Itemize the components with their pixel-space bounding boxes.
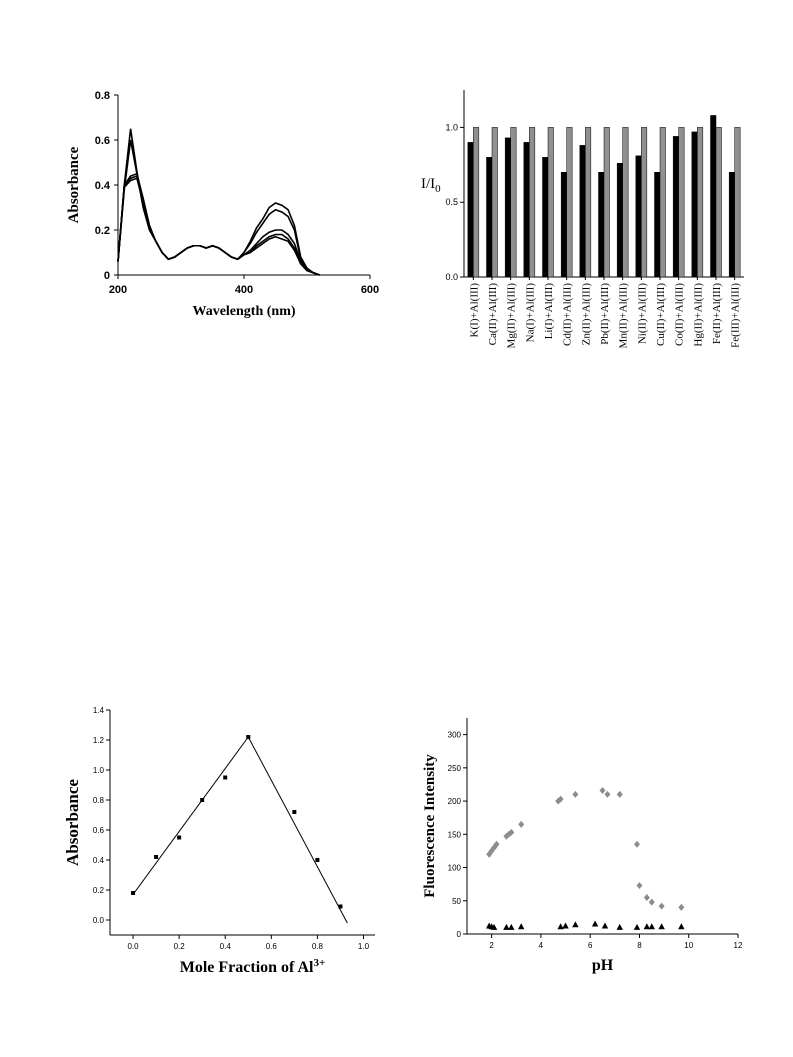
fit-line xyxy=(248,737,347,923)
triangle-data-point xyxy=(617,924,623,930)
x-tick-label: 12 xyxy=(733,941,743,950)
triangle-data-point xyxy=(649,923,655,929)
y-tick-label: 0.8 xyxy=(92,796,104,805)
x-axis-label: pH xyxy=(591,957,614,974)
x-tick-label: 400 xyxy=(234,284,254,296)
data-point xyxy=(177,836,181,840)
category-label: Li(I)+Al(III) xyxy=(543,283,555,340)
x-axis-label xyxy=(180,957,326,976)
y-tick-label: 150 xyxy=(447,830,461,840)
triangle-data-point xyxy=(602,923,608,929)
y-axis-label: Absorbance xyxy=(66,146,82,224)
y-tick-label: 0 xyxy=(456,930,461,939)
category-label: Fe(II)+Al(III) xyxy=(711,283,723,345)
x-tick-label: 200 xyxy=(108,284,128,296)
diamond-data-point xyxy=(644,894,650,901)
bar-reference xyxy=(567,127,573,277)
y-axis-label: Fluorescence Intensity xyxy=(422,754,438,898)
y-tick-label: 0.0 xyxy=(445,272,458,282)
bar-with-ion xyxy=(487,157,493,277)
y-tick-label: 0.8 xyxy=(94,90,110,102)
bar-reference xyxy=(473,127,479,277)
diamond-data-point xyxy=(634,841,640,848)
bar-reference xyxy=(679,127,685,277)
y-tick-label: 200 xyxy=(447,797,461,807)
x-tick-label: 8 xyxy=(637,941,642,950)
x-tick-label: 0.4 xyxy=(219,942,231,951)
bar-with-ion xyxy=(636,156,642,277)
bar-with-ion xyxy=(543,157,549,277)
diamond-data-point xyxy=(636,882,642,889)
uv-vis-absorbance-chart xyxy=(66,90,379,319)
bar-with-ion xyxy=(617,163,623,277)
bar-reference xyxy=(641,127,647,277)
y-tick-label: 0.4 xyxy=(92,856,104,865)
diamond-data-point xyxy=(600,787,606,794)
x-tick-label: 0.0 xyxy=(127,942,139,951)
bar-reference xyxy=(529,127,535,277)
y-tick-label: 100 xyxy=(447,863,461,873)
category-label: Mg(II)+Al(III) xyxy=(505,283,518,349)
x-tick-label: 10 xyxy=(684,941,694,950)
x-tick-label: 0.6 xyxy=(265,942,277,951)
category-label: Cd(II)+Al(III) xyxy=(561,283,574,347)
y-tick-label: 1.4 xyxy=(92,706,104,715)
bar-reference xyxy=(511,127,516,277)
y-tick-label: 250 xyxy=(447,763,461,773)
y-tick-label: 0.6 xyxy=(92,826,104,835)
bar-reference xyxy=(697,127,703,277)
fit-line xyxy=(133,737,248,895)
x-axis-label-superscript: 3+ xyxy=(313,957,326,969)
data-point xyxy=(246,735,250,739)
y-tick-label: 0.2 xyxy=(94,225,110,237)
data-point xyxy=(154,855,158,859)
diamond-data-point xyxy=(518,821,524,828)
y-axis-label: Absorbance xyxy=(63,779,82,866)
job-plot-chart xyxy=(63,706,375,976)
category-label: Co(II)+Al(III) xyxy=(673,283,686,347)
triangle-data-point xyxy=(634,924,640,930)
bar-reference xyxy=(492,127,498,277)
x-axis-label: Wavelength (nm) xyxy=(192,304,296,319)
y-tick-label: 0.2 xyxy=(92,886,104,895)
data-point xyxy=(223,776,227,780)
bar-with-ion xyxy=(580,145,586,277)
bar-reference xyxy=(660,127,666,277)
data-point xyxy=(292,810,296,814)
bar-reference xyxy=(623,127,629,277)
bar-with-ion xyxy=(711,115,717,277)
diamond-data-point xyxy=(617,791,623,798)
y-tick-label: 300 xyxy=(447,730,461,740)
spectrum-line xyxy=(118,140,320,275)
x-tick-label: 1.0 xyxy=(357,942,370,951)
category-label: Cu(II)+Al(III) xyxy=(655,283,667,347)
bar-with-ion xyxy=(729,172,735,277)
x-tick-label: 2 xyxy=(489,941,494,950)
triangle-data-point xyxy=(592,921,598,927)
category-label: Mn(II)+Al(III) xyxy=(617,283,630,349)
triangle-data-point xyxy=(658,923,664,929)
bar-reference xyxy=(604,127,610,277)
ph-fluorescence-chart xyxy=(422,718,743,974)
x-tick-label: 600 xyxy=(360,284,380,296)
y-tick-label: 1.0 xyxy=(445,122,458,133)
triangle-data-point xyxy=(518,923,524,929)
y-axis-label xyxy=(421,176,441,195)
y-tick-label: 0.6 xyxy=(94,135,110,147)
x-tick-label: 4 xyxy=(538,941,544,950)
y-tick-label: 0 xyxy=(103,270,110,282)
data-point xyxy=(200,798,204,802)
y-tick-label: 0.0 xyxy=(92,916,104,925)
y-tick-label: 0.4 xyxy=(94,180,110,192)
y-axis-label-main: I/I xyxy=(421,176,436,192)
bar-with-ion xyxy=(524,142,530,277)
bar-with-ion xyxy=(599,172,605,277)
bar-with-ion xyxy=(692,132,698,277)
bar-with-ion xyxy=(655,172,661,277)
x-axis-label-main: Mole Fraction of Al xyxy=(179,959,314,976)
category-label: K(I)+Al(III) xyxy=(468,283,481,338)
bar-with-ion xyxy=(561,172,567,277)
triangle-data-point xyxy=(508,924,514,930)
spectrum-line xyxy=(118,129,320,275)
bar-with-ion xyxy=(673,136,679,277)
bar-reference xyxy=(716,127,722,277)
data-point xyxy=(131,891,135,895)
bar-reference xyxy=(735,127,741,277)
x-tick-label: 0.8 xyxy=(311,942,323,951)
diamond-data-point xyxy=(678,904,684,911)
diamond-data-point xyxy=(572,791,578,798)
category-label: Hg(II)+Al(III) xyxy=(692,283,705,347)
y-tick-label: 1.2 xyxy=(92,736,104,745)
diamond-data-point xyxy=(604,791,610,798)
diamond-data-point xyxy=(659,903,665,910)
triangle-data-point xyxy=(562,923,568,929)
category-label: Zn(II)+Al(III) xyxy=(580,283,593,346)
selectivity-bar-chart xyxy=(421,90,744,348)
category-label: Pb(II)+Al(III) xyxy=(599,283,611,345)
diamond-data-point xyxy=(649,899,655,906)
bar-reference xyxy=(548,127,554,277)
bar-with-ion xyxy=(505,138,511,277)
data-point xyxy=(315,858,319,862)
y-tick-label: 50 xyxy=(452,896,461,906)
category-label: Fe(III)+Al(III) xyxy=(729,283,742,348)
x-tick-label: 6 xyxy=(587,941,593,950)
y-tick-label: 1.0 xyxy=(92,766,104,775)
category-label: Ni(II)+Al(III) xyxy=(636,283,649,345)
bar-with-ion xyxy=(468,142,474,277)
category-label: Na(I)+Al(III) xyxy=(524,283,537,343)
data-point xyxy=(338,905,342,909)
y-axis-label-subscript: 0 xyxy=(435,183,441,195)
triangle-data-point xyxy=(678,923,684,929)
bar-reference xyxy=(585,127,591,277)
y-tick-label: 0.5 xyxy=(445,197,458,208)
triangle-data-point xyxy=(572,921,578,927)
category-label: Ca(II)+Al(III) xyxy=(487,283,499,346)
x-tick-label: 0.2 xyxy=(173,942,185,951)
